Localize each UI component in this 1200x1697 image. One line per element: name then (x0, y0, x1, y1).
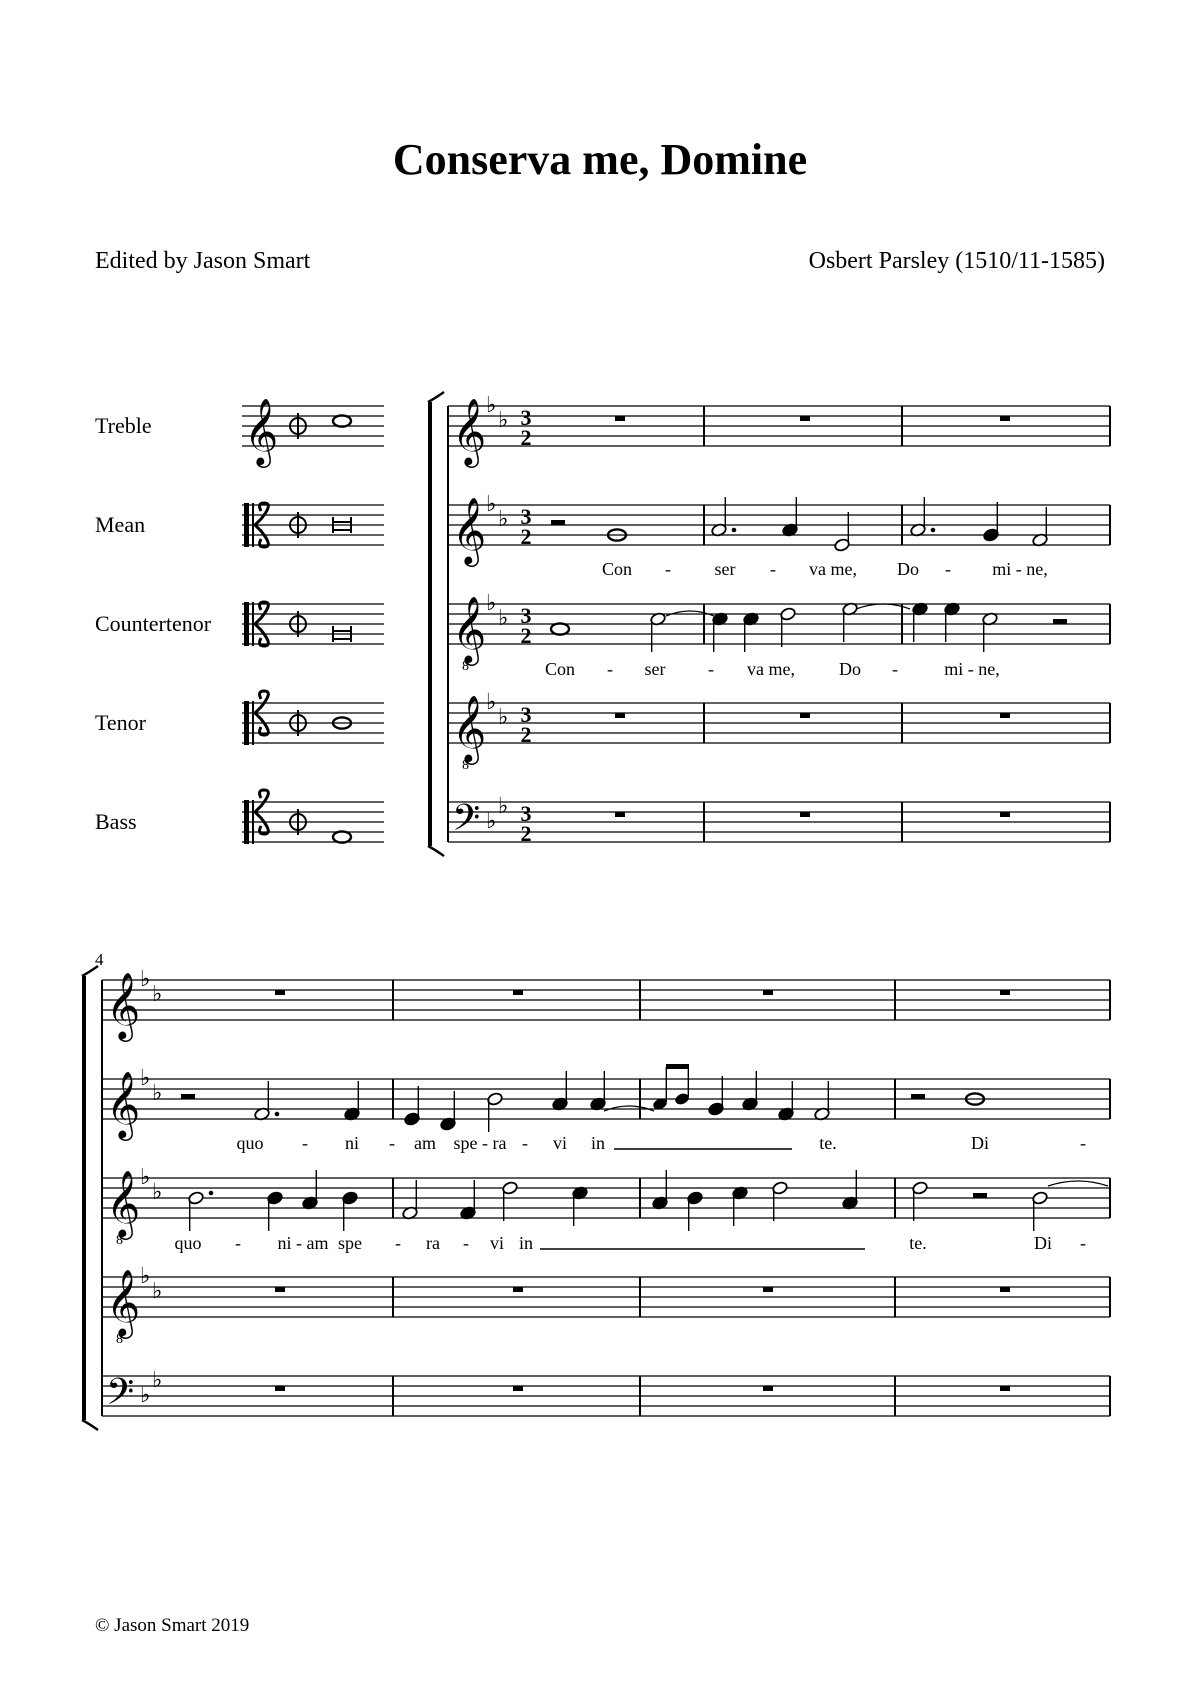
system-2-staff-4 (102, 1277, 1110, 1317)
system-2-staff-3 (102, 1178, 1110, 1218)
half-rest (551, 520, 565, 525)
page-title: Conserva me, Domine (392, 135, 808, 184)
lyric-syllable: in (518, 1233, 534, 1253)
whole-note (551, 623, 569, 634)
whole-rest (275, 1386, 285, 1391)
flat-icon: ♭ (486, 590, 497, 615)
measure-number: 4 (95, 950, 104, 969)
flat-icon: ♭ (498, 407, 509, 432)
whole-rest (800, 812, 810, 817)
whole-rest (513, 1287, 523, 1292)
lyric-syllable: ni - am (277, 1233, 329, 1253)
whole-rest (615, 713, 625, 718)
lyric-syllable: - (770, 559, 776, 579)
time-signature-denominator: 2 (520, 425, 532, 450)
flat-icon: ♭ (486, 392, 497, 417)
lyric-syllable: ser (714, 559, 736, 579)
time-signature-denominator: 2 (520, 524, 532, 549)
system-bracket (82, 966, 98, 1430)
bracket-bar (428, 402, 432, 846)
lyric-syllable: - (945, 559, 951, 579)
voice-label-countertenor: Countertenor (95, 611, 212, 636)
flat-icon: ♭ (152, 1278, 163, 1303)
whole-rest (513, 1386, 523, 1391)
lyric-syllable: Di (1034, 1233, 1052, 1253)
treble-clef-icon: 𝄞 (452, 597, 487, 662)
lyric-syllable: te. (909, 1233, 927, 1253)
clef-curve (255, 602, 268, 624)
treble-clef-icon: 𝄞 (452, 696, 487, 761)
time-signature-denominator: 2 (520, 821, 532, 846)
editor-credit: Edited by Jason Smart (95, 248, 311, 274)
half-rest (973, 1193, 987, 1198)
whole-rest (1000, 990, 1010, 995)
time-signature-denominator: 2 (520, 623, 532, 648)
lyric-syllable: - (522, 1133, 528, 1153)
lyric-syllable: am (414, 1133, 436, 1153)
time-signature-numerator: 3 (520, 504, 532, 529)
clef-curve (255, 525, 268, 547)
clef-curve (255, 624, 268, 646)
beam (666, 1064, 689, 1069)
lyric-syllable: va me, (747, 659, 795, 679)
half-rest (181, 1094, 195, 1099)
lyric-syllable: - (665, 559, 671, 579)
system-1-staff-1 (448, 406, 1110, 446)
system-bracket (428, 392, 444, 856)
time-signature-numerator: 3 (520, 405, 532, 430)
breve-note (333, 415, 351, 426)
lyric-syllable: spe (338, 1233, 362, 1253)
lyric-syllable: va me, (809, 559, 857, 579)
treble-clef-icon: 𝄞 (106, 1270, 141, 1335)
treble-clef-icon: 𝄞 (452, 399, 487, 464)
lyric-syllable: - (1080, 1233, 1086, 1253)
whole-rest (1000, 1386, 1010, 1391)
flat-icon: ♭ (486, 491, 497, 516)
lyric-syllable: Do (897, 559, 919, 579)
system-1-staff-2 (448, 505, 1110, 545)
voice-label-mean: Mean (95, 512, 146, 537)
voice-label-treble: Treble (95, 413, 152, 438)
flat-icon: ♭ (498, 605, 509, 630)
breve-note (333, 631, 351, 639)
treble-clef-icon: 𝄞 (244, 399, 279, 464)
breve-note (333, 522, 351, 530)
lyric-syllable: - (892, 659, 898, 679)
flat-icon: ♭ (152, 1080, 163, 1105)
flat-icon: ♭ (498, 793, 509, 818)
system-2-staff-2 (102, 1079, 1110, 1119)
clef-curve (255, 691, 268, 713)
lyric-syllable: - (708, 659, 714, 679)
system-1-staff-3 (448, 604, 1110, 644)
system-2-staff-1 (102, 980, 1110, 1020)
whole-rest (1000, 416, 1010, 421)
lyric-syllable: Con (544, 659, 576, 679)
octave-marker: 8 (462, 758, 469, 773)
time-signature-denominator: 2 (520, 722, 532, 747)
flat-icon: ♭ (486, 689, 497, 714)
treble-clef-icon: 𝄞 (106, 1072, 141, 1137)
clef-curve (255, 790, 268, 812)
bracket-hook (82, 966, 98, 976)
lyric-syllable: - (1080, 1133, 1086, 1153)
flat-icon: ♭ (140, 1164, 151, 1189)
composer-credit: Osbert Parsley (1510/11-1585) (808, 248, 1105, 274)
flat-icon: ♭ (486, 808, 497, 833)
lyric-syllable: Con (601, 559, 633, 579)
clef-bar (252, 503, 254, 547)
tie (1048, 1181, 1108, 1186)
incipit-staff (242, 505, 384, 545)
whole-rest (1000, 713, 1010, 718)
lyric-syllable: mi - ne, (992, 559, 1048, 579)
half-rest (911, 1094, 925, 1099)
lyric-syllable: - (395, 1233, 401, 1253)
lyric-syllable: in (590, 1133, 606, 1153)
clef-bar (244, 503, 249, 547)
whole-rest (763, 990, 773, 995)
dot (275, 1112, 280, 1117)
flat-icon: ♭ (498, 704, 509, 729)
whole-rest (800, 713, 810, 718)
flat-icon: ♭ (152, 1367, 163, 1392)
flat-icon: ♭ (498, 506, 509, 531)
incipit-staff (242, 604, 384, 644)
dot (931, 528, 936, 533)
bass-clef-icon: 𝄢 (452, 798, 481, 847)
flat-icon: ♭ (152, 981, 163, 1006)
clef-bar (244, 800, 249, 844)
lyric-syllable: ni (344, 1133, 360, 1153)
treble-clef-icon: 𝄞 (106, 1171, 141, 1236)
whole-rest (615, 416, 625, 421)
system-2-staff-5 (102, 1376, 1110, 1416)
clef-curve (255, 812, 268, 834)
lyric-syllable: ser (644, 659, 666, 679)
lyric-syllable: Do (839, 659, 861, 679)
tenor-clef-icon (244, 691, 268, 745)
clef-curve (255, 503, 268, 525)
tenor-clef-icon (244, 790, 268, 844)
bass-clef-icon: 𝄢 (106, 1372, 135, 1421)
clef-bar (244, 701, 249, 745)
lyric-syllable: - (463, 1233, 469, 1253)
time-signature-numerator: 3 (520, 801, 532, 826)
dot (732, 528, 737, 533)
lyric-syllable: ra (426, 1233, 440, 1253)
octave-marker: 8 (462, 659, 469, 674)
system-1-staff-5 (448, 802, 1110, 842)
octave-marker: 8 (116, 1332, 123, 1347)
lyric-syllable: Di (971, 1133, 989, 1153)
lyric-syllable: - (607, 659, 613, 679)
whole-rest (615, 812, 625, 817)
clef-bar (252, 800, 254, 844)
voice-label-tenor: Tenor (95, 710, 146, 735)
half-rest (1053, 619, 1067, 624)
lyric-syllable: vi (552, 1133, 568, 1153)
copyright-notice: © Jason Smart 2019 (95, 1615, 250, 1636)
bracket-bar (82, 976, 86, 1420)
time-signature-numerator: 3 (520, 702, 532, 727)
whole-rest (800, 416, 810, 421)
flat-icon: ♭ (140, 1065, 151, 1090)
flat-icon: ♭ (140, 1382, 151, 1407)
whole-rest (763, 1386, 773, 1391)
lyric-syllable: quo (236, 1133, 264, 1153)
whole-rest (513, 990, 523, 995)
clef-bar (244, 602, 249, 646)
clef-curve (255, 713, 268, 735)
clef-bar (252, 701, 254, 745)
clef-bar (252, 602, 254, 646)
lyric-syllable: te. (819, 1133, 837, 1153)
voice-label-bass: Bass (95, 809, 137, 834)
flat-icon: ♭ (140, 1263, 151, 1288)
lyric-syllable: - (389, 1133, 395, 1153)
time-signature-numerator: 3 (520, 603, 532, 628)
treble-clef-icon: 𝄞 (106, 973, 141, 1038)
lyric-syllable: mi - ne, (944, 659, 1000, 679)
lyric-syllable: - (302, 1133, 308, 1153)
octave-marker: 8 (116, 1233, 123, 1248)
whole-rest (275, 990, 285, 995)
lyric-syllable: spe - ra (453, 1133, 507, 1153)
whole-rest (763, 1287, 773, 1292)
bracket-hook (82, 1420, 98, 1430)
whole-rest (1000, 1287, 1010, 1292)
treble-clef-icon: 𝄞 (452, 498, 487, 563)
lyric-syllable: - (235, 1233, 241, 1253)
system-1-staff-4 (448, 703, 1110, 743)
bracket-hook (428, 392, 444, 402)
dot (209, 1191, 214, 1196)
lyric-syllable: quo (174, 1233, 202, 1253)
flat-icon: ♭ (152, 1179, 163, 1204)
whole-rest (1000, 812, 1010, 817)
whole-note (333, 831, 351, 842)
flat-icon: ♭ (140, 966, 151, 991)
bracket-hook (428, 846, 444, 856)
whole-rest (275, 1287, 285, 1292)
lyric-syllable: vi (489, 1233, 505, 1253)
